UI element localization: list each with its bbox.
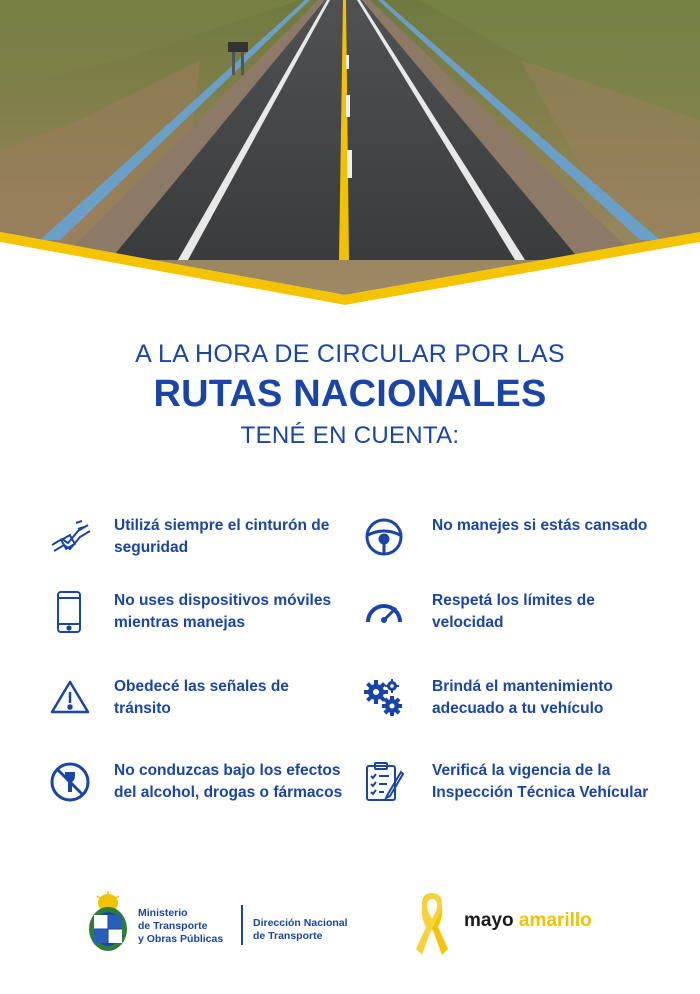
ministry-line-1: Ministerio xyxy=(138,907,188,919)
tip-signals xyxy=(48,676,344,720)
tip-text: Obedecé las señales de tránsito xyxy=(114,678,289,717)
gears-icon xyxy=(362,676,406,720)
tip-speed xyxy=(362,590,662,634)
ministry-line-2: de Transporte xyxy=(138,920,208,932)
mayo-amarillo-logo xyxy=(464,910,592,932)
heading-title: RUTAS NACIONALES xyxy=(153,373,547,415)
no-alcohol-icon xyxy=(48,760,92,804)
seatbelt-icon xyxy=(48,515,92,559)
yellow-ribbon-icon xyxy=(412,889,452,959)
ministry-name xyxy=(138,907,223,946)
footer xyxy=(0,885,700,975)
tip-tired xyxy=(362,515,662,559)
tip-text: No manejes si estás cansado xyxy=(432,517,648,534)
footer-divider xyxy=(241,905,243,945)
tip-text: Utilizá siempre el cinturón de seguridad xyxy=(114,517,330,556)
tip-mobile xyxy=(48,590,344,634)
tip-inspection xyxy=(362,760,662,804)
ministry-line-3: y Obras Públicas xyxy=(138,933,224,945)
tip-text: No conduzcas bajo los efectos del alcohol, drogas o fármacos xyxy=(114,762,343,801)
speedometer-icon xyxy=(362,590,406,634)
heading-line-3: TENÉ EN CUENTA: xyxy=(240,422,460,449)
warning-sign-icon xyxy=(48,676,92,720)
heading-line-1: A LA HORA DE CIRCULAR POR LAS xyxy=(135,340,565,368)
coat-of-arms-icon xyxy=(82,891,134,955)
dnt-line-1: Dirección Nacional xyxy=(253,917,348,929)
tip-text: Verificá la vigencia de la Inspección Técnica Vehícular xyxy=(432,762,649,801)
dnt-line-2: de Transporte xyxy=(253,930,323,942)
checklist-icon xyxy=(362,760,406,804)
main-heading xyxy=(0,340,700,450)
steering-wheel-icon xyxy=(362,515,406,559)
tip-text: Brindá el mantenimiento adecuado a tu vehículo xyxy=(432,678,613,717)
tip-alcohol xyxy=(48,760,344,804)
tip-text: Respetá los límites de velocidad xyxy=(432,592,595,631)
tip-maintenance xyxy=(362,676,662,720)
mobile-phone-icon xyxy=(48,590,92,634)
amarillo-word: amarillo xyxy=(518,910,592,931)
direccion-nacional xyxy=(253,917,348,943)
tip-seatbelt xyxy=(48,515,344,559)
road-illustration xyxy=(0,0,700,310)
tip-text: No uses dispositivos móviles mientras manejas xyxy=(114,592,332,631)
mayo-word: mayo xyxy=(464,910,514,931)
hero-road-image xyxy=(0,0,700,310)
